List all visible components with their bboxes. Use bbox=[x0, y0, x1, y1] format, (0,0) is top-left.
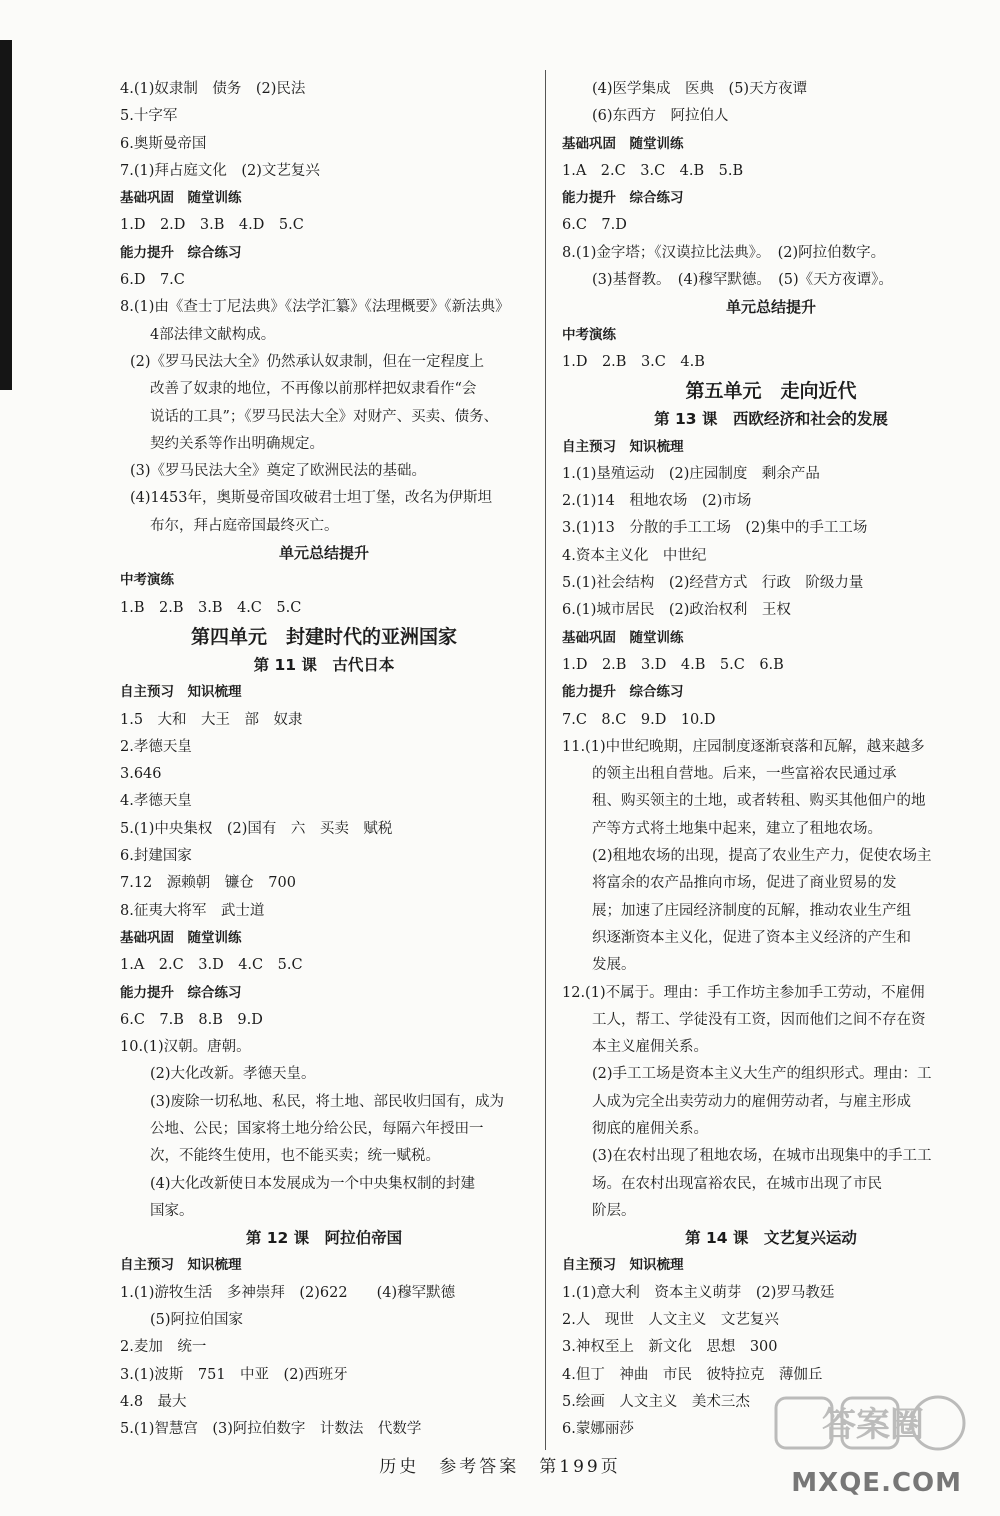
left-line-2: 6.奥斯曼帝国 bbox=[120, 135, 207, 152]
right-line-43: 自主预习 知识梳理 bbox=[562, 1257, 684, 1274]
right-line-7: (3)基督教。 (4)穆罕默德。 (5)《天方夜谭》。 bbox=[592, 272, 893, 289]
watermark-logo-text: 答案圈 bbox=[822, 1405, 924, 1445]
right-line-23: 7.C 8.C 9.D 10.D bbox=[562, 711, 716, 728]
right-line-29: 将富余的农产品推向市场，促进了商业贸易的发 bbox=[592, 875, 897, 892]
left-line-8: 8.(1)由《查士丁尼法典》《法学汇纂》《法理概要》《新法典》 bbox=[120, 299, 510, 316]
left-line-38: 公地、公民；国家将土地分给公民，每隔六年授田一 bbox=[150, 1120, 484, 1137]
left-line-46: 2.麦加 统一 bbox=[120, 1339, 207, 1356]
right-line-3: 1.A 2.C 3.C 4.B 5.B bbox=[562, 162, 744, 179]
left-line-39: 次，不能终生使用，也不能买卖；统一赋税。 bbox=[150, 1148, 440, 1165]
right-line-14: 1.(1)垦殖运动 (2)庄园制度 剩余产品 bbox=[562, 465, 820, 482]
right-line-47: 4.但丁 神曲 市民 彼特拉克 薄伽丘 bbox=[562, 1366, 823, 1383]
left-line-33: 能力提升 综合练习 bbox=[120, 984, 242, 1001]
left-line-35: 10.(1)汉朝。唐朝。 bbox=[120, 1039, 251, 1056]
right-line-25: 的领主出租自营地。后来，一些富裕农民通过承 bbox=[592, 766, 897, 783]
left-line-49: 5.(1)智慧宫 (3)阿拉伯数字 计数法 代数学 bbox=[120, 1421, 422, 1438]
left-line-16: 布尔，拜占庭帝国最终灭亡。 bbox=[150, 517, 339, 534]
left-line-12: 说话的工具”；《罗马民法大全》对财产、买卖、债务、 bbox=[150, 408, 499, 425]
right-line-8: 单元总结提升 bbox=[725, 298, 816, 317]
right-line-21: 1.D 2.B 3.D 4.B 5.C 6.B bbox=[562, 656, 784, 673]
left-line-30: 8.征夷大将军 武士道 bbox=[120, 902, 265, 919]
left-line-40: (4)大化改新使日本发展成为一个中央集权制的封建 bbox=[150, 1175, 476, 1192]
right-line-16: 3.(1)13 分散的手工工场 (2)集中的手工工场 bbox=[562, 520, 868, 537]
right-line-15: 2.(1)14 租地农场 (2)市场 bbox=[562, 493, 752, 510]
right-line-22: 能力提升 综合练习 bbox=[562, 684, 684, 701]
left-line-29: 7.12 源赖朝 镰仓 700 bbox=[120, 875, 296, 892]
right-line-9: 中考演练 bbox=[562, 326, 616, 343]
left-line-26: 4.孝德天皇 bbox=[120, 793, 192, 810]
right-line-28: (2)租地农场的出现，提高了农业生产力，促使农场主 bbox=[592, 848, 932, 865]
left-line-47: 3.(1)波斯 751 中亚 (2)西班牙 bbox=[120, 1366, 348, 1383]
left-line-15: (4)1453年，奥斯曼帝国攻破君士坦丁堡，改名为伊斯坦 bbox=[130, 490, 492, 507]
right-line-30: 展；加速了庄园经济制度的瓦解，推动农业生产组 bbox=[592, 902, 911, 919]
right-line-33: 12.(1)不属于。理由：手工作坊主参加手工劳动，不雇佣 bbox=[562, 984, 925, 1001]
column-divider bbox=[545, 70, 546, 1450]
left-line-27: 5.(1)中央集权 (2)国有 六 买卖 赋税 bbox=[120, 820, 393, 837]
right-line-5: 6.C 7.D bbox=[562, 217, 627, 234]
right-line-11: 第五单元 走向近代 bbox=[685, 380, 857, 403]
left-line-3: 7.(1)拜占庭文化 (2)文艺复兴 bbox=[120, 162, 320, 179]
right-line-2: 基础巩固 随堂训练 bbox=[562, 135, 684, 152]
left-line-25: 3.646 bbox=[120, 766, 162, 783]
left-line-13: 契约关系等作出明确规定。 bbox=[150, 435, 324, 452]
right-line-41: 阶层。 bbox=[592, 1202, 636, 1219]
left-line-36: (2)大化改新。孝德天皇。 bbox=[150, 1066, 316, 1083]
left-line-44: 1.(1)游牧生活 多神崇拜 (2)622 (4)穆罕默德 bbox=[120, 1284, 456, 1301]
left-line-34: 6.C 7.B 8.B 9.D bbox=[120, 1011, 263, 1028]
right-line-17: 4.资本主义化 中世纪 bbox=[562, 547, 707, 564]
right-line-44: 1.(1)意大利 资本主义萌芽 (2)罗马教廷 bbox=[562, 1284, 835, 1301]
left-line-37: (3)废除一切私地、私民，将土地、部民收归国有，成为 bbox=[150, 1093, 505, 1110]
left-line-42: 第 12 课 阿拉伯帝国 bbox=[245, 1229, 403, 1248]
right-line-46: 3.神权至上 新文化 思想 300 bbox=[562, 1339, 778, 1356]
left-line-21: 第 11 课 古代日本 bbox=[253, 655, 395, 674]
right-line-34: 工人，帮工、学徒没有工资，因而他们之间不存在资 bbox=[592, 1011, 926, 1028]
left-line-9: 4部法律文献构成。 bbox=[150, 326, 276, 343]
left-line-22: 自主预习 知识梳理 bbox=[120, 684, 242, 701]
right-line-36: (2)手工工场是资本主义大生产的组织形式。理由：工 bbox=[592, 1066, 932, 1083]
left-line-24: 2.孝德天皇 bbox=[120, 738, 192, 755]
right-line-40: 场。在农村出现富裕农民，在城市出现了市民 bbox=[592, 1175, 882, 1192]
right-line-10: 1.D 2.B 3.C 4.B bbox=[562, 353, 705, 370]
right-line-19: 6.(1)城市居民 (2)政治权利 王权 bbox=[562, 602, 791, 619]
left-line-14: (3)《罗马民法大全》奠定了欧洲民法的基础。 bbox=[130, 463, 427, 480]
left-line-20: 第四单元 封建时代的亚洲国家 bbox=[190, 625, 457, 648]
left-line-43: 自主预习 知识梳理 bbox=[120, 1257, 242, 1274]
right-line-31: 织逐渐资本主义化，促进了资本主义经济的产生和 bbox=[592, 929, 911, 946]
right-line-0: (4)医学集成 医典 (5)天方夜谭 bbox=[592, 81, 808, 97]
right-line-38: 彻底的雇佣关系。 bbox=[592, 1120, 708, 1137]
right-line-37: 人成为完全出卖劳动力的雇佣劳动者，与雇主形成 bbox=[592, 1093, 911, 1110]
left-line-11: 改善了奴隶的地位，不再像以前那样把奴隶看作“会 bbox=[150, 381, 477, 398]
right-line-39: (3)在农村出现了租地农场，在城市出现集中的手工工 bbox=[592, 1148, 932, 1165]
left-line-7: 6.D 7.C bbox=[120, 272, 185, 289]
right-line-24: 11.(1)中世纪晚期，庄园制度逐渐衰落和瓦解，越来越多 bbox=[562, 738, 925, 755]
right-line-45: 2.人 现世 人文主义 文艺复兴 bbox=[562, 1312, 779, 1329]
right-line-32: 发展。 bbox=[592, 957, 636, 974]
left-line-19: 1.B 2.B 3.B 4.C 5.C bbox=[120, 599, 302, 616]
watermark-text: MXQE.COM bbox=[791, 1468, 962, 1498]
left-line-48: 4.8 最大 bbox=[120, 1393, 187, 1410]
left-line-41: 国家。 bbox=[150, 1202, 194, 1219]
page-edge-shadow bbox=[0, 40, 12, 390]
left-line-45: (5)阿拉伯国家 bbox=[150, 1312, 244, 1329]
left-column bbox=[120, 76, 528, 1444]
left-line-28: 6.封建国家 bbox=[120, 848, 192, 865]
left-line-18: 中考演练 bbox=[120, 572, 174, 589]
right-line-42: 第 14 课 文艺复兴运动 bbox=[685, 1229, 857, 1248]
right-line-48: 5.绘画 人文主义 美术三杰 bbox=[562, 1393, 750, 1410]
right-line-1: (6)东西方 阿拉伯人 bbox=[592, 108, 729, 125]
right-line-13: 自主预习 知识梳理 bbox=[562, 438, 684, 455]
page-footer: 历史 参考答案 第199页 bbox=[379, 1457, 621, 1477]
left-line-32: 1.A 2.C 3.D 4.C 5.C bbox=[120, 957, 303, 974]
right-line-4: 能力提升 综合练习 bbox=[562, 190, 684, 207]
right-line-20: 基础巩固 随堂训练 bbox=[562, 629, 684, 646]
right-line-27: 产等方式将土地集中起来，建立了租地农场。 bbox=[592, 820, 882, 837]
left-line-1: 5.十字军 bbox=[120, 108, 178, 125]
right-line-35: 本主义雇佣关系。 bbox=[592, 1039, 708, 1056]
right-line-49: 6.蒙娜丽莎 bbox=[562, 1421, 634, 1438]
left-line-5: 1.D 2.D 3.B 4.D 5.C bbox=[120, 217, 304, 234]
left-line-17: 单元总结提升 bbox=[278, 544, 369, 563]
left-line-31: 基础巩固 随堂训练 bbox=[120, 929, 242, 946]
right-line-26: 租、购买领主的土地，或者转租、购买其他佃户的地 bbox=[592, 793, 926, 810]
left-line-0: 4.(1)奴隶制 债务 (2)民法 bbox=[120, 81, 306, 97]
left-line-23: 1.5 大和 大王 部 奴隶 bbox=[120, 711, 303, 728]
left-line-10: (2)《罗马民法大全》仍然承认奴隶制，但在一定程度上 bbox=[130, 353, 485, 370]
right-column bbox=[562, 76, 980, 1444]
left-line-4: 基础巩固 随堂训练 bbox=[120, 190, 242, 207]
right-line-18: 5.(1)社会结构 (2)经营方式 行政 阶级力量 bbox=[562, 575, 864, 592]
right-line-6: 8.(1)金字塔；《汉谟拉比法典》。 (2)阿拉伯数字。 bbox=[562, 244, 886, 261]
left-line-6: 能力提升 综合练习 bbox=[120, 244, 242, 261]
right-line-12: 第 13 课 西欧经济和社会的发展 bbox=[654, 410, 888, 429]
